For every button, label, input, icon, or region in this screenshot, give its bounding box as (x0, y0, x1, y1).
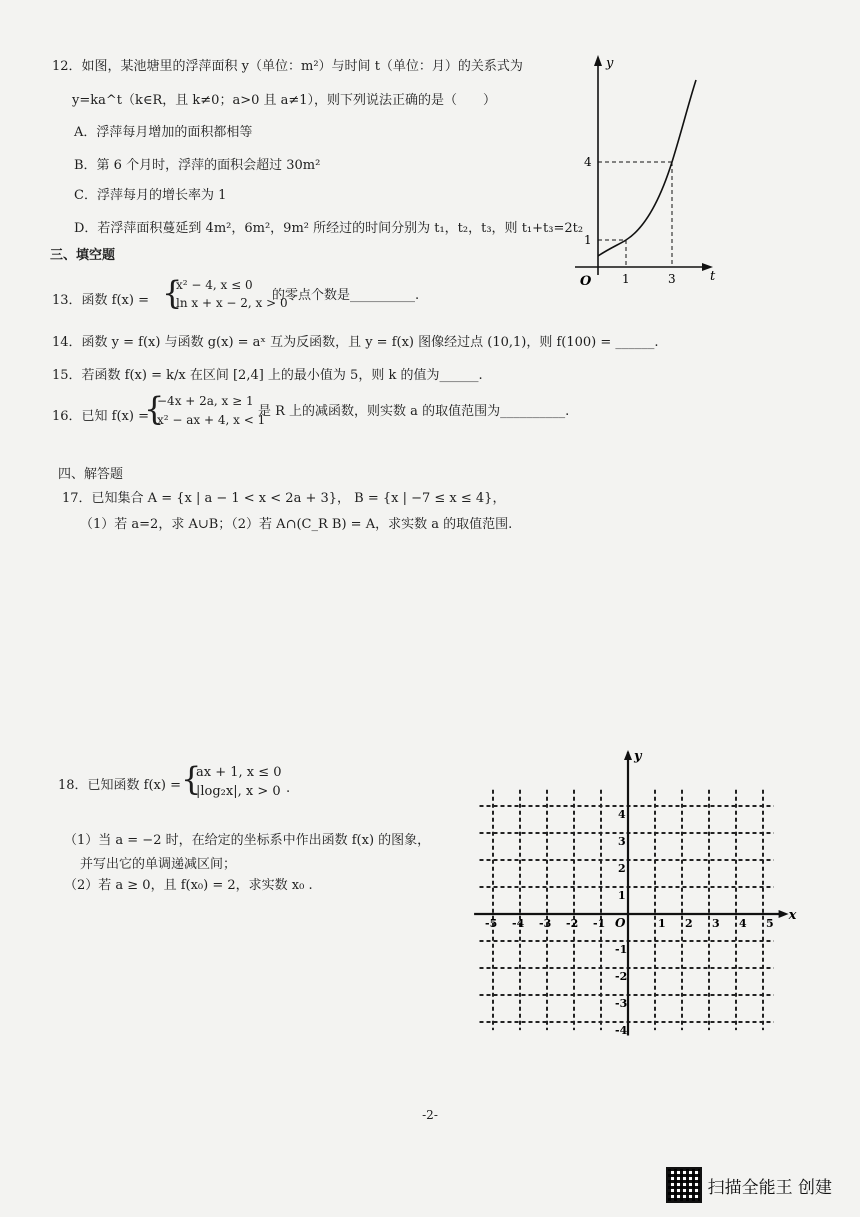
grid-x-tick: 3 (712, 917, 720, 930)
grid-x-label: x (788, 908, 797, 923)
q18-case1: ax + 1, x ≤ 0 (196, 765, 282, 780)
grid-y-tick: 3 (618, 835, 626, 848)
grid-x-tick: 5 (766, 917, 774, 930)
q15-text: 15．若函数 f(x) = k/x 在区间 [2,4] 上的最小值为 5，则 k 的值为______. (52, 368, 483, 383)
section3-title: 三、填空题 (50, 248, 116, 263)
q12-option-d: D．若浮萍面积蔓延到 4m²，6m²，9m² 所经过的时间分别为 t₁，t₂，t₃，则 t₁+t₃=2t₂ (74, 221, 584, 236)
grid-y-tick: -3 (615, 997, 628, 1010)
q18-coordinate-grid (470, 740, 800, 1045)
q12-y-tick-4: 4 (584, 155, 592, 169)
grid-y-tick: 2 (618, 862, 626, 875)
q12-x-label: t (710, 269, 716, 284)
footer-text: 扫描全能王 创建 (707, 1177, 832, 1198)
grid-y-tick: 1 (618, 889, 626, 902)
q18-case2: |log₂x|, x > 0 (196, 784, 281, 799)
grid-x-tick: 4 (739, 917, 747, 930)
q12-y-tick-1: 1 (584, 233, 592, 247)
q12-x-tick-3: 3 (668, 272, 676, 286)
section4-title: 四、解答题 (58, 467, 124, 482)
q12-curve (598, 80, 696, 256)
q12-option-b: B．第 6 个月时，浮萍的面积会超过 30m² (74, 158, 321, 173)
grid-y-tick: -4 (615, 1024, 628, 1037)
q18-suffix: . (286, 781, 291, 796)
q12-x-tick-1: 1 (622, 272, 630, 286)
grid-x-tick: 2 (685, 917, 693, 930)
grid-y-tick: -2 (615, 970, 628, 983)
q13-case1: x² − 4, x ≤ 0 (176, 278, 253, 292)
grid-x-tick: -5 (485, 917, 498, 930)
q13-brace: { (162, 274, 183, 312)
footer (666, 1167, 832, 1203)
q13-prefix: 13．函数 f(x) = (52, 293, 149, 308)
q16-prefix: 16．已知 f(x) = (52, 409, 149, 424)
q12-option-c: C．浮萍每月的增长率为 1 (74, 188, 227, 203)
grid-y-tick: 4 (618, 808, 626, 821)
grid-x-tick: -3 (539, 917, 552, 930)
q17-line1: 17．已知集合 A = {x | a − 1 < x < 2a + 3}， B = {x | −7 ≤ x ≤ 4}， (62, 491, 506, 506)
q18-part1a: （1）当 a = −2 时，在给定的坐标系中作出函数 f(x) 的图象， (64, 833, 431, 848)
q13-case2: ln x + x − 2, x > 0 (176, 296, 288, 310)
q16-case2: x² − ax + 4, x < 1 (157, 413, 266, 427)
q12-origin-label: O (580, 274, 592, 289)
grid-x-arrow (779, 910, 789, 918)
q16-brace: { (144, 390, 165, 428)
grid-y-arrow (624, 750, 632, 760)
q14-text: 14．函数 y = f(x) 与函数 g(x) = aˣ 互为反函数，且 y = f(x) 图像经过点 (10,1)，则 f(100) = ______. (52, 335, 659, 350)
q18-brace: { (181, 760, 202, 798)
q12-option-a: A．浮萍每月增加的面积都相等 (74, 125, 253, 140)
q12-line2: y=ka^t（k∈R，且 k≠0；a>0 且 a≠1），则下列说法正确的是（ ） (72, 93, 497, 108)
grid-y-tick: -1 (615, 943, 628, 956)
qr-code-icon (666, 1167, 702, 1203)
q12-y-arrow (594, 55, 602, 66)
q12-y-label: y (606, 56, 614, 71)
q17-line2: （1）若 a=2，求 A∪B；（2）若 A∩(C_R B) = A，求实数 a 的取值范围. (80, 517, 513, 532)
grid-x-tick: -2 (566, 917, 579, 930)
page-number: -2- (422, 1108, 438, 1122)
q13-suffix: 的零点个数是__________. (272, 288, 420, 303)
q12-line1: 12．如图，某池塘里的浮萍面积 y（单位：m²）与时间 t（单位：月）的关系式为 (52, 59, 523, 74)
grid-x-tick: -4 (512, 917, 525, 930)
grid-origin-label: O (615, 916, 626, 930)
grid-x-tick: -1 (593, 917, 606, 930)
q18-part2: （2）若 a ≥ 0，且 f(x₀) = 2，求实数 x₀ . (64, 878, 313, 893)
q16-suffix: 是 R 上的减函数，则实数 a 的取值范围为__________. (258, 404, 570, 419)
grid-x-tick: 1 (658, 917, 666, 930)
q18-part1b: 并写出它的单调递减区间； (80, 857, 237, 872)
q12-graph (570, 50, 720, 295)
q16-case1: −4x + 2a, x ≥ 1 (157, 394, 254, 408)
q18-prefix: 18．已知函数 f(x) = (58, 778, 181, 793)
grid-y-label: y (634, 749, 642, 764)
